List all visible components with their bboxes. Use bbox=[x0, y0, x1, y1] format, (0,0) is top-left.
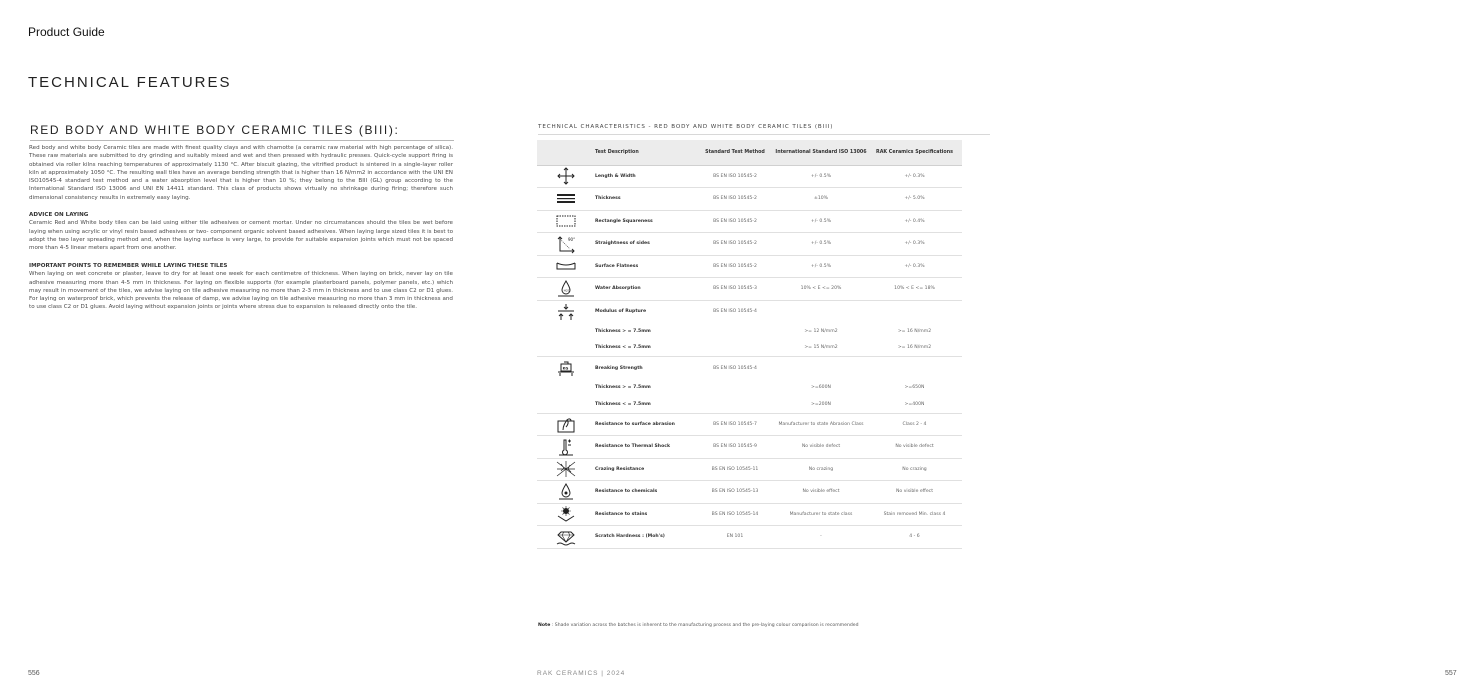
important-heading: IMPORTANT POINTS TO REMEMBER WHILE LAYING THESE TILES bbox=[29, 263, 228, 269]
page-number-right: 557 bbox=[1445, 670, 1457, 677]
note-label: Note bbox=[538, 623, 551, 628]
rak-specification-value: Class 2 - 4 bbox=[867, 413, 962, 436]
icon-cell bbox=[537, 323, 595, 340]
standard-test-method: BS EN ISO 10545-14 bbox=[695, 503, 775, 526]
standard-test-method: BS EN ISO 10545-3 bbox=[695, 278, 775, 301]
standard-test-method bbox=[695, 323, 775, 340]
svg-text:90°: 90° bbox=[568, 236, 576, 242]
rak-specification-value: +/- 0.3% bbox=[867, 233, 962, 256]
standard-test-method: BS EN ISO 10545-7 bbox=[695, 413, 775, 436]
test-description: Thickness > = 7.5mm bbox=[595, 328, 651, 334]
table-row bbox=[537, 357, 962, 380]
advice-heading: ADVICE ON LAYING bbox=[29, 212, 89, 218]
rak-specification-value: Stain removed Min. class 4 bbox=[867, 503, 962, 526]
international-standard-value: +/- 0.5% bbox=[775, 165, 867, 188]
rectangle-squareness-icon bbox=[555, 212, 577, 230]
header-rak-specifications: RAK Ceramics Specifications bbox=[867, 140, 962, 165]
rak-specification-value: +/- 0.4% bbox=[867, 210, 962, 233]
rak-specification-value: >= 16 N/mm2 bbox=[867, 340, 962, 357]
table-row bbox=[537, 413, 962, 436]
international-standard-value: No visible defect bbox=[775, 436, 867, 459]
international-standard-value: >= 12 N/mm2 bbox=[804, 328, 838, 334]
important-paragraph: When laying on wet concrete or plaster, leave to dry for at least one week for each centimetre of thickness. When laying on brick, never lay on tile adhesive measuring more than 4-5 mm in thickness. For laying on flexible supports (for example plasterboard panels, polymer panels, etc.) which may result in movement of the tiles, we advise laying on tile adhesive measuring no more than 2-3 mm in thickness and to use class C2 or D1 glues. For laying on waterproof brick, which prevents the release of damp, we advise laying on tile adhesive measuring no more than 3 mm in thickness and to use class C2 or D1 glues. Avoid laying without expansion joints or joints where stress due to expansion is released directly onto the tile. bbox=[29, 271, 453, 311]
table-subrow bbox=[537, 379, 962, 396]
test-description: Modulus of Rupture bbox=[595, 309, 647, 314]
test-description: Thickness < = 7.5mm bbox=[595, 396, 695, 413]
test-description: Resistance to stains bbox=[595, 503, 695, 526]
rak-specification-value: 10% < E <= 18% bbox=[867, 278, 962, 301]
page-number-left: 556 bbox=[28, 670, 40, 677]
international-standard-value: ±10% bbox=[775, 188, 867, 211]
stains-icon bbox=[555, 505, 577, 523]
thermal-shock-icon bbox=[555, 438, 577, 456]
standard-test-method: BS EN ISO 10545-2 bbox=[695, 255, 775, 278]
table-row bbox=[537, 165, 962, 188]
table-row bbox=[537, 278, 962, 301]
test-description: Thickness > = 7.5mm bbox=[595, 385, 651, 390]
note-text: : Shade variation across the batches is inherent to the manufacturing process and the pre-laying colour comparison is recommended bbox=[550, 623, 859, 628]
international-standard-value: +/- 0.5% bbox=[775, 210, 867, 233]
standard-test-method bbox=[695, 340, 775, 357]
advice-section bbox=[29, 211, 453, 252]
table-row bbox=[537, 526, 962, 549]
rak-specification-value: No crazing bbox=[867, 458, 962, 481]
water-absorption-icon bbox=[555, 280, 577, 298]
table-row bbox=[537, 210, 962, 233]
breaking-strength-icon bbox=[555, 359, 577, 377]
modulus-rupture-icon bbox=[555, 303, 577, 321]
straightness-icon bbox=[555, 235, 577, 253]
standard-test-method: BS EN ISO 10545-4 bbox=[713, 309, 757, 314]
advice-paragraph: Ceramic Red and White body tiles can be laid using either tile adhesives or cement mortar. Under no circumstances should the tiles be wet before laying when using acrylic or vinyl resin based adhesives or two- component organic solvent based adhesives. When laying large sized tiles it is best to adopt the two layer spreading method and, when the laying surface is very large, to provide for suitable expansion joints which must not be spaced more than 4-5 linear meters apart from one another. bbox=[29, 220, 453, 252]
table-subrow bbox=[537, 323, 962, 340]
icon-cell bbox=[537, 255, 595, 278]
test-description: Length & Width bbox=[595, 165, 695, 188]
international-standard-value bbox=[775, 357, 867, 380]
header-icon-col bbox=[537, 140, 595, 165]
crazing-icon bbox=[555, 460, 577, 478]
table-row bbox=[537, 188, 962, 211]
icon-cell bbox=[537, 436, 595, 459]
header-standard-test-method: Standard Test Method bbox=[695, 140, 775, 165]
rak-specification-value bbox=[867, 357, 962, 380]
test-description: Water Absorption bbox=[595, 278, 695, 301]
icon-cell bbox=[537, 379, 595, 396]
header-test-description: Test Description bbox=[595, 140, 695, 165]
rak-specification-value: +/- 0.3% bbox=[867, 165, 962, 188]
icon-cell bbox=[537, 188, 595, 211]
test-description: Breaking Strength bbox=[595, 365, 643, 371]
international-standard-value bbox=[775, 300, 867, 323]
test-description: Rectangle Squareness bbox=[595, 210, 695, 233]
standard-test-method: BS EN ISO 10545-2 bbox=[695, 233, 775, 256]
icon-cell bbox=[537, 300, 595, 323]
standard-test-method bbox=[695, 396, 775, 413]
international-standard-value: No visible effect bbox=[775, 481, 867, 504]
icon-cell bbox=[537, 278, 595, 301]
table-row bbox=[537, 458, 962, 481]
intro-paragraph: Red body and white body Ceramic tiles are made with finest quality clays and with chamotte (a ceramic raw material with high percentage of silica). These raw materials are submitted to dry grinding and suitably mixed and wet and then pressed with hydraulic presses. Quick-cycle support firing is obtained via roller kilns reaching temperatures of approximately 1130 °C. After biscuit glazing, the vitrified product is sintered in a single-layer roller kiln at approximately 1050 °C. The resulting wall tiles have an average bending strength that is higher than 16 N/mm2 in accordance with the UNI EN ISO10545-4 standard test method and a water absorption level that is higher than 10 %; they belong to the BIII (GL) group according to the International Standard ISO 13006 and UNI EN 14411 standard. This class of products shows virtually no shrinkage during firing; therefore such dimensional consistency results in extremely easy laying. bbox=[29, 145, 453, 201]
important-section bbox=[29, 262, 453, 312]
thickness-icon bbox=[555, 190, 577, 208]
rak-specification-value: No visible effect bbox=[867, 481, 962, 504]
table-subrow bbox=[537, 396, 962, 413]
icon-cell bbox=[537, 340, 595, 357]
test-description: Scratch Hardness : (Moh's) bbox=[595, 526, 695, 549]
table-row bbox=[537, 436, 962, 459]
table-row bbox=[537, 300, 962, 323]
rak-specification-value: 4 - 6 bbox=[867, 526, 962, 549]
footer-brand: RAK CERAMICS | 2024 bbox=[537, 670, 626, 677]
page-title: TECHNICAL FEATURES bbox=[28, 74, 232, 91]
icon-cell bbox=[537, 413, 595, 436]
standard-test-method: BS EN ISO 10545-9 bbox=[695, 436, 775, 459]
table-row bbox=[537, 233, 962, 256]
technical-characteristics-table bbox=[537, 140, 962, 549]
right-page bbox=[495, 0, 1457, 700]
icon-cell bbox=[537, 165, 595, 188]
section-title: RED BODY AND WHITE BODY CERAMIC TILES (BIII): bbox=[30, 123, 454, 141]
international-standard-value: >=200N bbox=[775, 396, 867, 413]
international-standard-value: >=600N bbox=[811, 385, 831, 390]
table-header-row bbox=[537, 140, 962, 165]
standard-test-method: EN 101 bbox=[695, 526, 775, 549]
test-description: Resistance to chemicals bbox=[595, 481, 695, 504]
international-standard-value: +/- 0.5% bbox=[775, 233, 867, 256]
chemicals-icon bbox=[555, 483, 577, 501]
icon-cell bbox=[537, 458, 595, 481]
table-row bbox=[537, 255, 962, 278]
international-standard-value: No crazing bbox=[775, 458, 867, 481]
icon-cell bbox=[537, 396, 595, 413]
standard-test-method: BS EN ISO 10545-2 bbox=[695, 165, 775, 188]
svg-text:H2O: H2O bbox=[563, 288, 571, 293]
standard-test-method: BS EN ISO 10545-2 bbox=[695, 210, 775, 233]
international-standard-value: +/- 0.5% bbox=[775, 255, 867, 278]
standard-test-method: BS EN ISO 10545-4 bbox=[713, 365, 757, 371]
international-standard-value: Manufacturer to state Abrasion Class bbox=[775, 413, 867, 436]
rak-specification-value: >=650N bbox=[904, 385, 925, 390]
scratch-hardness-icon bbox=[555, 528, 577, 546]
test-description: Resistance to Thermal Shock bbox=[595, 436, 695, 459]
test-description: Thickness bbox=[595, 188, 695, 211]
rak-specification-value bbox=[867, 300, 962, 323]
length-width-icon bbox=[555, 167, 577, 185]
rak-specification-value: >= 16 N/mm2 bbox=[897, 328, 932, 334]
standard-test-method: BS EN ISO 10545-2 bbox=[695, 188, 775, 211]
rak-specification-value: >=400N bbox=[867, 396, 962, 413]
icon-cell bbox=[537, 526, 595, 549]
icon-cell bbox=[537, 357, 595, 380]
svg-text:KG: KG bbox=[562, 366, 569, 371]
test-description: Crazing Resistance bbox=[595, 458, 695, 481]
icon-cell bbox=[537, 233, 595, 256]
standard-test-method bbox=[695, 379, 775, 396]
left-page bbox=[0, 0, 495, 700]
table-note bbox=[538, 623, 859, 628]
standard-test-method: BS EN ISO 10545-13 bbox=[695, 481, 775, 504]
rak-specification-value: No visible defect bbox=[867, 436, 962, 459]
table-row bbox=[537, 481, 962, 504]
test-description: Straightness of sides bbox=[595, 233, 695, 256]
icon-cell bbox=[537, 210, 595, 233]
running-header: Product Guide bbox=[28, 25, 105, 39]
standard-test-method: BS EN ISO 10545-11 bbox=[695, 458, 775, 481]
test-description: Surface Flatness bbox=[595, 255, 695, 278]
table-row bbox=[537, 503, 962, 526]
rak-specification-value: +/- 0.3% bbox=[867, 255, 962, 278]
surface-flatness-icon bbox=[555, 257, 577, 275]
rak-specification-value: +/- 5.0% bbox=[867, 188, 962, 211]
test-description: Resistance to surface abrasion bbox=[595, 413, 695, 436]
icon-cell bbox=[537, 481, 595, 504]
icon-cell bbox=[537, 503, 595, 526]
international-standard-value: >= 15 N/mm2 bbox=[775, 340, 867, 357]
international-standard-value: Manufacturer to state class bbox=[775, 503, 867, 526]
table-title: TECHNICAL CHARACTERISTICS - RED BODY AND WHITE BODY CERAMIC TILES (BIII) bbox=[538, 124, 990, 135]
header-international-standard: International Standard ISO 13006 bbox=[775, 140, 867, 165]
international-standard-value: - bbox=[775, 526, 867, 549]
table-subrow bbox=[537, 340, 962, 357]
international-standard-value: 10% < E <= 20% bbox=[775, 278, 867, 301]
test-description: Thickness < = 7.5mm bbox=[595, 340, 695, 357]
surface-abrasion-icon bbox=[555, 415, 577, 433]
